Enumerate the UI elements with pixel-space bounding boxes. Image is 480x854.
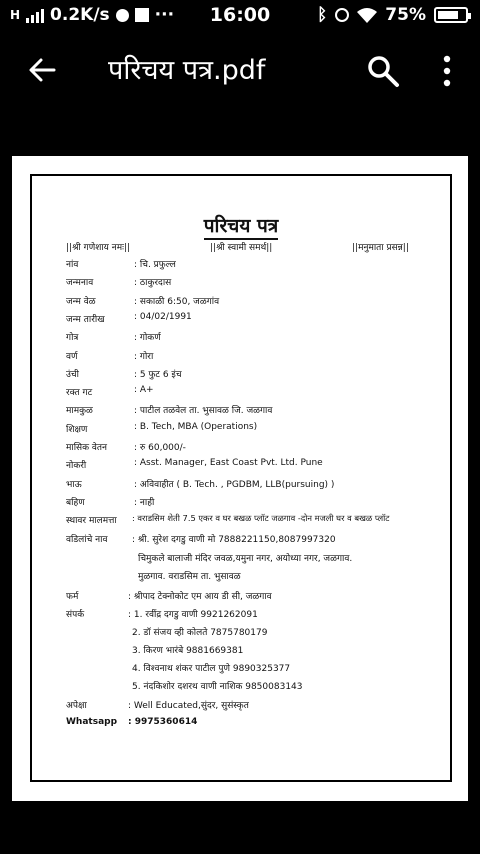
battery-fill bbox=[438, 11, 458, 19]
field-row bbox=[66, 532, 446, 546]
field-label: जन्मनाव bbox=[66, 278, 94, 289]
bluetooth-icon: ᛒ bbox=[317, 5, 328, 25]
field-row-expectation bbox=[66, 698, 446, 712]
contact-line: 5. नंदकिशोर दशरथ वाणी नाशिक 9850083143 bbox=[132, 682, 303, 692]
document-title: परिचय पत्र.pdf bbox=[108, 55, 266, 86]
field-row bbox=[66, 458, 446, 472]
field-row bbox=[66, 312, 446, 326]
status-right bbox=[317, 5, 468, 25]
field-label: मासिक वेतन bbox=[66, 443, 108, 453]
header-center: ||श्री स्वामी समर्थ|| bbox=[210, 243, 273, 253]
field-label: उंची bbox=[66, 369, 79, 380]
field-row-firm bbox=[66, 589, 446, 603]
field-row bbox=[66, 257, 446, 271]
contact-line: : 1. रवींद्र दगडु वाणी 9921262091 bbox=[128, 610, 258, 620]
field-row-contact bbox=[66, 607, 446, 621]
field-value: : वराडसिम शेती 7.5 एकर व घर बखळ प्लॉट जळगाव -दोन मजली घर व बखळ प्लॉट bbox=[132, 513, 390, 524]
contact-line: 4. विश्वनाथ शंकर पाटील पुणे 9890325377 bbox=[132, 664, 291, 674]
field-value: : गोरा bbox=[134, 351, 154, 362]
field-row bbox=[66, 440, 446, 454]
field-label: अपेक्षा bbox=[66, 701, 87, 711]
field-row bbox=[66, 367, 446, 381]
field-row bbox=[66, 275, 446, 289]
search-icon[interactable] bbox=[366, 54, 400, 88]
field-value: : पाटील तळवेल ता. भुसावळ जि. जळगाव bbox=[134, 406, 273, 417]
doc-heading-text: परिचय पत्र bbox=[204, 215, 278, 240]
back-arrow-icon[interactable] bbox=[26, 54, 58, 86]
field-label: भाऊ bbox=[66, 479, 82, 490]
pdf-page bbox=[12, 156, 468, 801]
field-value: : A+ bbox=[134, 385, 154, 396]
wifi-icon bbox=[357, 7, 377, 23]
field-value: : रु 60,000/- bbox=[134, 443, 186, 453]
field-value: : 5 फुट 6 इंच bbox=[134, 369, 182, 380]
field-label: संपर्क bbox=[66, 610, 85, 620]
field-value: : ठाकुरदास bbox=[134, 278, 172, 289]
hd-signal-icon: H bbox=[10, 8, 21, 22]
field-row bbox=[66, 294, 446, 308]
alarm-icon bbox=[335, 8, 349, 22]
biodata-document bbox=[32, 176, 450, 780]
field-row bbox=[66, 403, 446, 417]
field-label: स्थावर मालमत्ता bbox=[66, 516, 117, 527]
field-row bbox=[66, 349, 446, 363]
field-label: जन्म तारीख bbox=[66, 314, 105, 325]
contact-line: 3. किरण भारंबे 9881669381 bbox=[132, 646, 244, 656]
field-label: Whatsapp bbox=[66, 717, 118, 727]
app-bar bbox=[0, 32, 480, 112]
network-speed: 0.2K/s bbox=[50, 5, 110, 25]
father-address-line2: मुळगाव. वराडसिम ता. भुसावळ bbox=[138, 572, 241, 582]
page-border bbox=[30, 174, 452, 782]
field-label: वडिलांचे नाव bbox=[66, 534, 108, 545]
more-notifications: ··· bbox=[154, 5, 175, 25]
battery-icon bbox=[434, 7, 468, 23]
field-label: नोकरी bbox=[66, 461, 87, 472]
field-label: जन्म वेळ bbox=[66, 296, 96, 307]
field-value: : Well Educated,सुंदर, सुसंस्कृत bbox=[128, 701, 249, 711]
more-vert-icon[interactable] bbox=[440, 54, 454, 88]
field-label: रक्त गट bbox=[66, 388, 93, 399]
field-value: : 04/02/1991 bbox=[134, 311, 192, 322]
field-label: नांव bbox=[66, 260, 79, 270]
field-label: बहिण bbox=[66, 497, 85, 508]
doc-heading bbox=[32, 212, 450, 238]
field-label: मामकुळ bbox=[66, 406, 93, 417]
contact-line: 2. डॉ संजय व्ही कोलते 7875780179 bbox=[132, 628, 268, 638]
field-value: : अविवाहीत ( B. Tech. , PGDBM, LLB(pursuing) ) bbox=[134, 479, 335, 490]
field-row-whatsapp bbox=[66, 717, 446, 731]
field-value: : श्रीपाद टेक्नोकोट एम आय डी सी, जळगाव bbox=[128, 592, 272, 602]
field-label: गोत्र bbox=[66, 333, 79, 344]
field-row bbox=[66, 422, 446, 436]
field-label: वर्ण bbox=[66, 351, 78, 362]
field-row bbox=[66, 385, 446, 399]
field-value: : Asst. Manager, East Coast Pvt. Ltd. Pune bbox=[134, 458, 323, 469]
field-value: : 9975360614 bbox=[128, 717, 198, 727]
field-label: फर्म bbox=[66, 592, 79, 602]
header-left: ||श्री गणेशाय नमः|| bbox=[66, 243, 130, 253]
field-value: : नाही bbox=[134, 497, 155, 508]
field-row bbox=[66, 495, 446, 509]
battery-percent: 75% bbox=[385, 5, 426, 25]
field-value: : श्री. सुरेश दगडु वाणी मो 7888221150,8087997320 bbox=[132, 534, 336, 545]
field-value: : सकाळी 6:50, जळगांव bbox=[134, 296, 220, 307]
field-row bbox=[66, 477, 446, 491]
field-value: : B. Tech, MBA (Operations) bbox=[134, 421, 258, 432]
field-value: : गोकर्ण bbox=[134, 333, 161, 344]
field-row bbox=[66, 513, 446, 527]
status-time: 16:00 bbox=[209, 4, 271, 26]
father-address-line1: चिमुकले बालाजी मंदिर जवळ,यमुना नगर, अयोध्या नगर, जळगाव. bbox=[138, 554, 353, 564]
pdf-viewer[interactable] bbox=[0, 112, 480, 854]
header-right: ||मनुमाता प्रसन्न|| bbox=[352, 243, 409, 253]
status-bar bbox=[0, 0, 480, 32]
field-value: : चि. प्रफुल्ल bbox=[134, 260, 176, 270]
field-row bbox=[66, 330, 446, 344]
field-label: शिक्षण bbox=[66, 424, 88, 435]
